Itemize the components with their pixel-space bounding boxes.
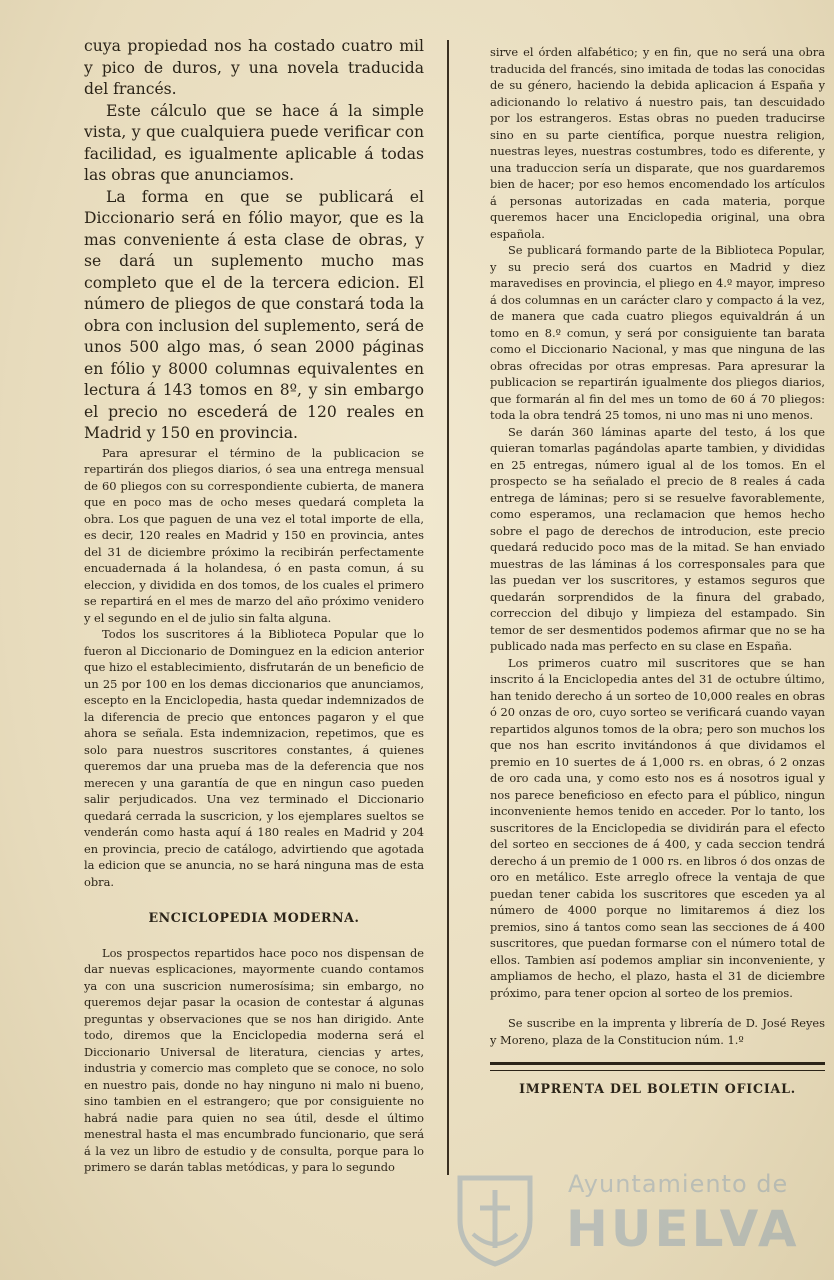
large-type-block <box>84 36 424 445</box>
right-column <box>490 44 825 1096</box>
coat-of-arms-icon <box>440 1160 550 1270</box>
paragraph: Se publicará formando parte de la Biblioteca Popular, y su precio será dos cuartos en Madrid y diez maravedises en provincia, el pliego en 4.º mayor, impreso á dos columnas en un carácter claro y compacto á la vez, de manera que cada cuatro pliegos equivaldrán á un tomo en 8.º comun, y será por consiguiente tan barata como el Diccionario Nacional, y mas que ninguna de las obras ofrecidas por otras empresas. Para apresurar la publicacion se repartirán igualmente dos pliegos diarios, que formarán al fin del mes un tomo de 60 á 70 pliegos: toda la obra tendrá 25 tomos, ni uno mas ni uno menos. <box>490 243 825 422</box>
left-column <box>84 36 424 1176</box>
paragraph: Este cálculo que se hace á la simple vista, y que cualquiera puede verificar con facilidad, es igualmente aplicable á todas las obras que anunciamos. <box>84 101 424 184</box>
paragraph: La forma en que se publicará el Diccionario será en fólio mayor, que es la mas conveniente á esta clase de obras, y se dará un suplemento mucho mas completo que el de la tercera edicion. El número de pliegos de que constará toda la obra con inclusion del suplemento, será de unos 500 algo mas, ó sean 2000 páginas en fólio y 8000 columnas equivalentes en lectura á 143 tomos en 8º, y sin embargo el precio no escederá de 120 reales en Madrid y 150 en provincia. <box>84 187 424 442</box>
double-rule <box>490 1062 825 1071</box>
small-type-block <box>84 445 424 1176</box>
paragraph: Se darán 360 láminas aparte del testo, á los que quieran tomarlas pagándolas aparte tambien, y divididas en 25 entregas, número igual al de los tomos. En el prospecto se ha señalado el precio de 8 reales á cada entrega de láminas; pero si se resuelve favorablemente, como esperamos, una reclamacion que hemos hecho sobre el pago de derechos de introducion, este precio quedará reducido poco mas de la mitad. Se han enviado muestras de las láminas á los corresponsales para que las puedan ver los suscritores, y estamos seguros que quedarán sorprendidos de la finura del grabado, correccion del dibujo y limpieza del estampado. Sin temor de ser desmentidos podemos afirmar que no se ha publicado nada mas perfecto en su clase en España. <box>490 424 825 653</box>
subscription-notice: Se suscribe en la imprenta y librería de D. José Reyes y Moreno, plaza de la Constitucion núm. 1.º <box>490 1016 825 1047</box>
paragraph: Para apresurar el término de la publicacion se repartirán dos pliegos diarios, ó sea una entrega mensual de 60 pliegos con su correspondiente cubierta, de manera que en poco mas de ocho meses quedará completa la obra. Los que paguen de una vez el total importe de ella, es decir, 120 reales en Madrid y 150 en provincia, antes del 31 de diciembre próximo la recibirán perfectamente encuadernada á la holandesa, ó en pasta comun, á su eleccion, y dividida en dos tomos, de los cuales el primero se repartirá en el mes de marzo del año próximo venidero y el segundo en el de julio sin falta alguna. <box>84 445 424 625</box>
paragraph: cuya propiedad nos ha costado cuatro mil y pico de duros, y una novela traducida del francés. <box>84 37 424 98</box>
watermark-text: HUELVA <box>566 1200 800 1258</box>
section-title: ENCICLOPEDIA MODERNA. <box>148 910 360 925</box>
archive-watermark <box>440 1160 830 1270</box>
paragraph: Los primeros cuatro mil suscritores que se han inscrito á la Enciclopedia antes del 31 de octubre último, han tenido derecho á un sorteo de 10,000 reales en obras ó 20 onzas de oro, cuyo sorteo se verificará cuando vayan repartidos algunos tomos de la obra; pero son muchos los que nos han escrito invitándonos á que dividamos el premio en 10 suertes de á 1,000 rs. en obras, ó 2 onzas de oro cada una, y como esto nos es á nosotros igual y nos parece beneficioso en efecto para el público, ningun inconveniente hemos tenido en acceder. Por lo tanto, los suscritores de la Enciclopedia se dividirán para el efecto del sorteo en secciones de á 400, y cada seccion tendrá derecho á un premio de 1 000 rs. en libros ó dos onzas de oro en metálico. Este arreglo ofrece la ventaja de que puedan tener cabida los suscritores que esceden ya al número de 4000 porque no limitaremos á diez los premios, sino á tantos como sean las secciones de á 400 suscritores, que puedan formarse con el número total de ellos. Tambien así podemos ampliar sin inconveniente, y ampliamos de hecho, el plazo, hasta el 31 de diciembre próximo, para tener opcion al sorteo de los premios. <box>490 655 825 1000</box>
paragraph: Todos los suscritores á la Biblioteca Popular que lo fueron al Diccionario de Dominguez en la edicion anterior que hizo el establecimiento, disfrutarán de un beneficio de un 25 por 100 en los demas diccionarios que anunciamos, escepto en la Enciclopedia, hasta quedar indemnizados de la diferencia de precio que entonces pagaron y el que ahora se señala. Esta indemnizacion, repetimos, que es solo para nuestros suscritores constantes, á quienes queremos dar una prueba mas de la deferencia que nos merecen y una garantía de que en ningun caso pueden salir perjudicados. Una vez terminado el Diccionario quedará cerrada la suscricion, y los ejemplares sueltos se venderán como hasta aquí á 180 reales en Madrid y 204 en provincia, precio de catálogo, advirtiendo que agotada la edicion que se anuncia, no se hará ninguna mas de esta obra. <box>84 627 424 889</box>
column-divider <box>447 40 449 1175</box>
paragraph: sirve el órden alfabético; y en fin, que no será una obra traducida del francés, sino imitada de todas las conocidas de su género, haciendo la debida aplicacion á España y adicionando lo relativo á nuestro pais, tan descuidado por los estrangeros. Estas obras no pueden traducirse sino en su parte científica, porque nuestra religion, nuestras leyes, nuestras costumbres, todo es diferente, y una traduccion sería un disparate, que nos guardaremos bien de hacer; por eso hemos encomendado los artículos á personas autorizadas en cada materia, porque queremos hacer una Enciclopedia original, una obra española. <box>490 45 825 241</box>
paragraph: Los prospectos repartidos hace poco nos dispensan de dar nuevas esplicaciones, mayormente cuando contamos ya con una suscricion numerosísima; sin embargo, no queremos dejar pasar la ocasion de contestar á algunas preguntas y observaciones que se nos han dirigido. Ante todo, diremos que la Enciclopedia moderna será el Diccionario Universal de literatura, ciencias y artes, industria y comercio mas completo que se conoce, no solo en nuestro pais, donde no hay ninguno ni malo ni bueno, sino tambien en el estrangero; que por consiguiente no habrá nadie para quien no sea útil, desde el último menestral hasta el mas encumbrado funcionario, que será á la vez un libro de estudio y de consulta, porque para lo primero se darán tablas metódicas, y para lo segundo <box>84 945 424 1174</box>
watermark-text: Ayuntamiento de <box>568 1170 789 1198</box>
printer-imprint: IMPRENTA DEL BOLETIN OFICIAL. <box>519 1081 796 1096</box>
small-type-block <box>490 44 825 1048</box>
